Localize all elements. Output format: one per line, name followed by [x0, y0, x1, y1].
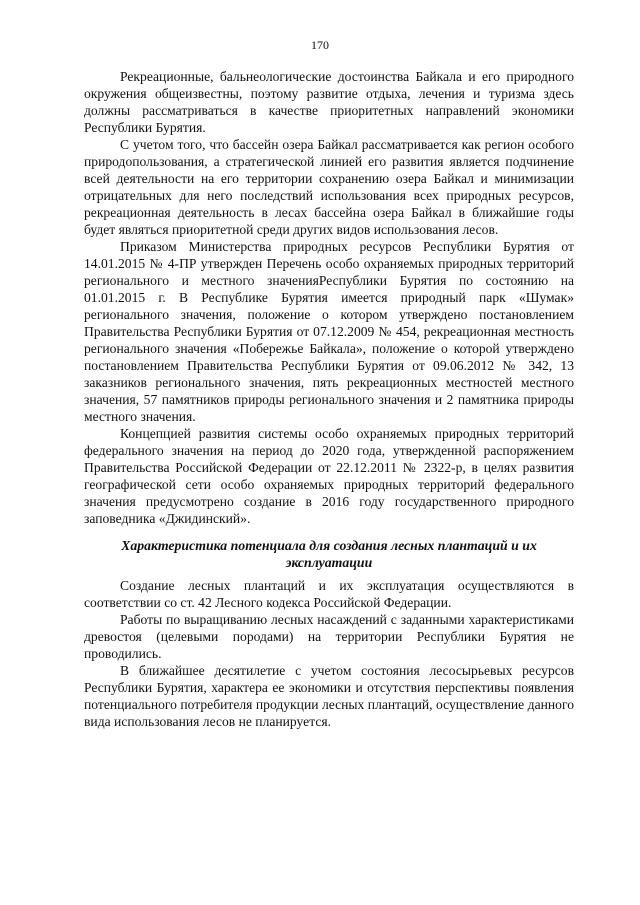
paragraph-plantations-works: Работы по выращиванию лесных насаждений с заданными характеристиками древостоя (целевыми породами) на территории Республики Бурятия не проводились.	[84, 612, 574, 661]
document-body	[84, 68, 574, 730]
section-heading-forest-plantations: Характеристика потенциала для создания лесных плантаций и их эксплуатации	[121, 538, 537, 570]
page-number: 170	[311, 38, 329, 52]
paragraph-recreation-value: Рекреационные, бальнеологические достоинства Байкала и его природного окружения общеизвестны, поэтому развитие отдыха, лечения и туризма здесь должны рассматриваться в качестве приоритетных направлений экономики Республики Бурятия.	[84, 69, 574, 135]
paragraph-protected-areas-order: Приказом Министерства природных ресурсов Республики Бурятия от 14.01.2015 № 4-ПР утвержден Перечень особо охраняемых природных территорий регионального и местного значенияРеспублики Бурятия по состоянию на 01.01.2015 г. В Республике Бурятия имеется природный парк «Шумак» регионального значения, положение о котором утверждено постановлением Правительства Республики Бурятия от 07.12.2009 № 454, рекреационная местность регионального значения «Побережье Байкала», положение о которой утверждено постановлением Правительства Республики Бурятия от 09.06.2012 № 342, 13 заказников регионального значения, пять рекреационных местностей местного значения, 57 памятников природы регионального значения и 2 памятника природы местного значения.	[84, 239, 574, 424]
paragraph-federal-concept: Концепцией развития системы особо охраняемых природных территорий федерального значения на период до 2020 года, утвержденной распоряжением Правительства Российской Федерации от 22.12.2011 № 2322-р, в целях развития географической сети особо охраняемых природных территорий федерального значения предусмотрено создание в 2016 году государственного природного заповедника «Джидинский».	[84, 426, 574, 526]
paragraph-baikal-basin: С учетом того, что бассейн озера Байкал рассматривается как регион особого природопользования, а стратегической линией его развития является подчинение всей деятельности на его территории сохранению озера Байкал и минимизации отрицательных для него последствий использования всех природных ресурсов, рекреационная деятельность в лесах бассейна озера Байкал в ближайшие годы будет являться приоритетной среди других видов использования лесов.	[84, 137, 574, 237]
paragraph-plantations-law: Создание лесных плантаций и их эксплуатация осуществляются в соответствии со ст. 42 Лесного кодекса Российской Федерации.	[84, 578, 574, 610]
paragraph-plantations-outlook: В ближайшее десятилетие с учетом состояния лесосырьевых ресурсов Республики Бурятия, характера ее экономики и отсутствия перспективы появления потенциального потребителя продукции лесных плантаций, осуществление данного вида использования лесов не планируется.	[84, 663, 574, 729]
